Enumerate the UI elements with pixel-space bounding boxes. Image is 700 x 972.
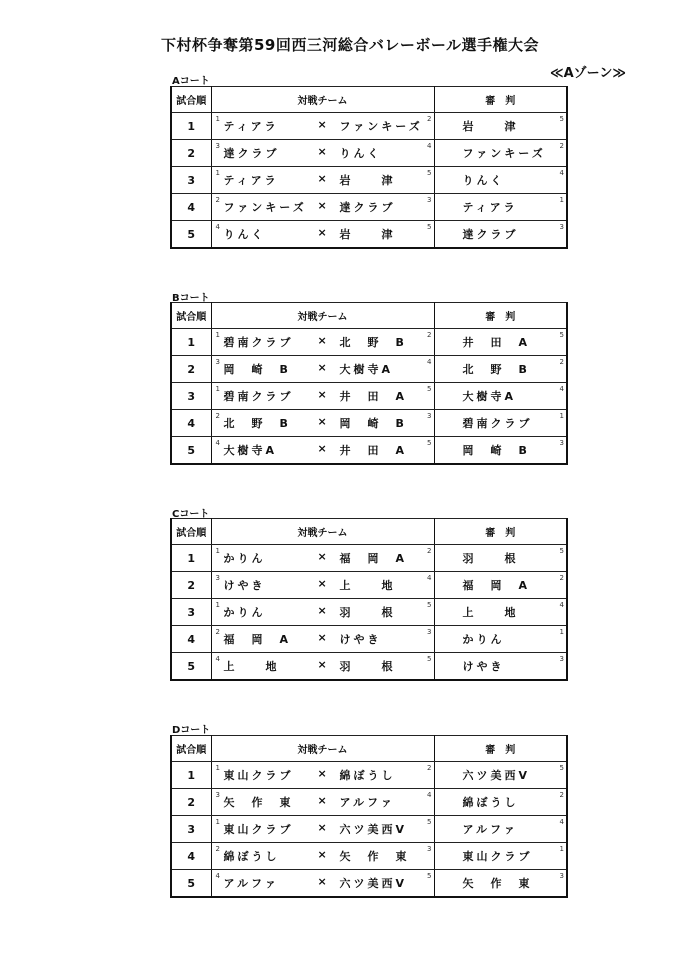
- referee-name: 岡 崎 B: [462, 444, 530, 457]
- team1-name: 矢 作 東: [223, 796, 294, 809]
- referee-seed: 4: [559, 385, 564, 393]
- team1-seed: 2: [215, 628, 220, 636]
- matchup-cell: [211, 870, 434, 898]
- match-order: 1: [171, 762, 211, 789]
- table-row: [171, 383, 567, 410]
- match-order: 4: [171, 194, 211, 221]
- court-schedule-table: [170, 735, 568, 898]
- court-label: Cコート: [172, 509, 210, 520]
- matchup-cell: [211, 653, 434, 681]
- referee-seed: 3: [559, 223, 564, 231]
- team2-name: 井 田 A: [339, 444, 408, 457]
- referee-cell: [434, 572, 567, 599]
- team2-seed: 5: [427, 169, 432, 177]
- referee-cell: [434, 221, 567, 249]
- team1-name: ファンキーズ: [223, 201, 307, 214]
- referee-seed: 2: [559, 358, 564, 366]
- referee-seed: 5: [559, 547, 564, 555]
- team1-seed: 2: [215, 412, 220, 420]
- court-label: Dコート: [172, 725, 211, 736]
- matchup-cell: [211, 194, 434, 221]
- referee-name: ファンキーズ: [462, 147, 546, 160]
- versus-mark: ×: [317, 145, 327, 158]
- header-teams: 対戦チーム: [211, 303, 434, 329]
- versus-mark: ×: [317, 848, 327, 861]
- team2-name: 矢 作 東: [339, 850, 410, 863]
- matchup-cell: [211, 329, 434, 356]
- versus-mark: ×: [317, 415, 327, 428]
- team1-seed: 1: [215, 764, 220, 772]
- team1-name: ティアラ: [223, 120, 279, 133]
- team2-seed: 5: [427, 223, 432, 231]
- referee-cell: [434, 599, 567, 626]
- team2-name: 岡 崎 B: [339, 417, 407, 430]
- table-row: [171, 356, 567, 383]
- match-order: 2: [171, 572, 211, 599]
- table-row: [171, 140, 567, 167]
- matchup-cell: [211, 816, 434, 843]
- table-row: [171, 194, 567, 221]
- match-order: 5: [171, 221, 211, 249]
- header-ref: 審 判: [434, 87, 567, 113]
- referee-cell: [434, 653, 567, 681]
- match-order: 2: [171, 356, 211, 383]
- match-order: 3: [171, 167, 211, 194]
- team1-seed: 3: [215, 791, 220, 799]
- referee-name: かりん: [462, 633, 505, 646]
- versus-mark: ×: [317, 226, 327, 239]
- team2-name: 羽 根: [339, 606, 396, 619]
- referee-name: 岩 津: [462, 120, 519, 133]
- team2-seed: 2: [427, 115, 432, 123]
- matchup-cell: [211, 410, 434, 437]
- team2-seed: 4: [427, 791, 432, 799]
- team1-seed: 4: [215, 655, 220, 663]
- referee-cell: [434, 843, 567, 870]
- court-label: Bコート: [172, 293, 210, 304]
- team1-name: 岡 崎 B: [223, 363, 291, 376]
- court-schedule-table: [170, 518, 568, 681]
- match-order: 1: [171, 113, 211, 140]
- matchup-cell: [211, 437, 434, 465]
- match-order: 1: [171, 545, 211, 572]
- referee-seed: 1: [559, 196, 564, 204]
- team1-name: アルファ: [223, 877, 279, 890]
- team1-seed: 3: [215, 574, 220, 582]
- team1-seed: 2: [215, 196, 220, 204]
- table-row: [171, 113, 567, 140]
- match-order: 5: [171, 437, 211, 465]
- team1-name: かりん: [223, 552, 266, 565]
- team2-seed: 4: [427, 358, 432, 366]
- matchup-cell: [211, 626, 434, 653]
- team1-name: 碧南クラブ: [223, 336, 294, 349]
- referee-name: 碧南クラブ: [462, 417, 533, 430]
- versus-mark: ×: [317, 658, 327, 671]
- team1-seed: 1: [215, 547, 220, 555]
- match-order: 4: [171, 843, 211, 870]
- team2-seed: 3: [427, 628, 432, 636]
- team2-seed: 5: [427, 601, 432, 609]
- referee-seed: 1: [559, 845, 564, 853]
- header-ref: 審 判: [434, 303, 567, 329]
- team2-seed: 5: [427, 439, 432, 447]
- matchup-cell: [211, 356, 434, 383]
- referee-name: りんく: [462, 174, 505, 187]
- header-teams: 対戦チーム: [211, 87, 434, 113]
- team2-name: 達クラブ: [339, 201, 396, 214]
- referee-name: 井 田 A: [462, 336, 531, 349]
- matchup-cell: [211, 599, 434, 626]
- court-schedule-table: [170, 86, 568, 249]
- referee-cell: [434, 410, 567, 437]
- matchup-cell: [211, 221, 434, 249]
- match-order: 3: [171, 599, 211, 626]
- referee-name: 福 岡 A: [462, 579, 531, 592]
- match-order: 2: [171, 789, 211, 816]
- referee-seed: 4: [559, 818, 564, 826]
- referee-name: 六ツ美西V: [462, 769, 531, 782]
- matchup-cell: [211, 167, 434, 194]
- team2-name: 羽 根: [339, 660, 396, 673]
- table-header-row: [171, 303, 567, 329]
- referee-seed: 3: [559, 439, 564, 447]
- team1-name: 達クラブ: [223, 147, 280, 160]
- team2-name: 岩 津: [339, 174, 396, 187]
- versus-mark: ×: [317, 550, 327, 563]
- team1-name: 綿ぼうし: [223, 850, 280, 863]
- team1-seed: 1: [215, 601, 220, 609]
- team2-name: 福 岡 A: [339, 552, 408, 565]
- team1-name: ティアラ: [223, 174, 279, 187]
- table-row: [171, 167, 567, 194]
- match-order: 3: [171, 383, 211, 410]
- matchup-cell: [211, 762, 434, 789]
- header-teams: 対戦チーム: [211, 736, 434, 762]
- zone-label: ≪Aゾーン≫: [550, 66, 627, 81]
- referee-cell: [434, 762, 567, 789]
- matchup-cell: [211, 843, 434, 870]
- table-header-row: [171, 736, 567, 762]
- match-order: 3: [171, 816, 211, 843]
- referee-name: けやき: [462, 660, 505, 673]
- team1-seed: 1: [215, 115, 220, 123]
- referee-seed: 2: [559, 574, 564, 582]
- team1-seed: 4: [215, 872, 220, 880]
- team2-name: 岩 津: [339, 228, 396, 241]
- versus-mark: ×: [317, 577, 327, 590]
- team2-seed: 3: [427, 845, 432, 853]
- team2-name: アルファ: [339, 796, 395, 809]
- team1-name: 大樹寺A: [223, 444, 278, 457]
- referee-name: アルファ: [462, 823, 518, 836]
- table-row: [171, 626, 567, 653]
- team2-seed: 5: [427, 655, 432, 663]
- versus-mark: ×: [317, 388, 327, 401]
- referee-seed: 2: [559, 142, 564, 150]
- referee-name: 綿ぼうし: [462, 796, 519, 809]
- team2-seed: 4: [427, 142, 432, 150]
- matchup-cell: [211, 545, 434, 572]
- referee-cell: [434, 545, 567, 572]
- team2-seed: 2: [427, 547, 432, 555]
- table-row: [171, 410, 567, 437]
- team2-name: 綿ぼうし: [339, 769, 396, 782]
- versus-mark: ×: [317, 118, 327, 131]
- team1-name: かりん: [223, 606, 266, 619]
- team2-name: ファンキーズ: [339, 120, 423, 133]
- versus-mark: ×: [317, 361, 327, 374]
- referee-name: ティアラ: [462, 201, 518, 214]
- header-teams: 対戦チーム: [211, 519, 434, 545]
- court-label: Aコート: [172, 76, 210, 87]
- referee-cell: [434, 437, 567, 465]
- referee-cell: [434, 383, 567, 410]
- referee-seed: 3: [559, 872, 564, 880]
- team2-seed: 5: [427, 385, 432, 393]
- referee-name: 羽 根: [462, 552, 519, 565]
- referee-cell: [434, 356, 567, 383]
- team2-seed: 3: [427, 412, 432, 420]
- versus-mark: ×: [317, 604, 327, 617]
- team2-seed: 3: [427, 196, 432, 204]
- matchup-cell: [211, 113, 434, 140]
- versus-mark: ×: [317, 199, 327, 212]
- referee-name: 達クラブ: [462, 228, 519, 241]
- team1-name: 東山クラブ: [223, 769, 294, 782]
- versus-mark: ×: [317, 821, 327, 834]
- referee-cell: [434, 167, 567, 194]
- header-no: 試合順: [171, 87, 211, 113]
- referee-seed: 4: [559, 601, 564, 609]
- team1-name: 福 岡 A: [223, 633, 292, 646]
- versus-mark: ×: [317, 767, 327, 780]
- table-row: [171, 653, 567, 681]
- referee-cell: [434, 194, 567, 221]
- team2-name: 井 田 A: [339, 390, 408, 403]
- table-row: [171, 221, 567, 249]
- team2-seed: 4: [427, 574, 432, 582]
- table-row: [171, 843, 567, 870]
- table-header-row: [171, 87, 567, 113]
- referee-cell: [434, 140, 567, 167]
- match-order: 5: [171, 870, 211, 898]
- referee-name: 上 地: [462, 606, 519, 619]
- table-row: [171, 816, 567, 843]
- header-no: 試合順: [171, 519, 211, 545]
- team2-name: けやき: [339, 633, 382, 646]
- team2-name: 上 地: [339, 579, 396, 592]
- matchup-cell: [211, 140, 434, 167]
- team1-name: 上 地: [223, 660, 280, 673]
- referee-seed: 1: [559, 628, 564, 636]
- versus-mark: ×: [317, 794, 327, 807]
- team1-seed: 1: [215, 818, 220, 826]
- match-order: 5: [171, 653, 211, 681]
- team2-seed: 5: [427, 818, 432, 826]
- court-schedule-table: [170, 302, 568, 465]
- team2-seed: 2: [427, 331, 432, 339]
- header-ref: 審 判: [434, 736, 567, 762]
- team1-seed: 3: [215, 358, 220, 366]
- team2-name: 大樹寺A: [339, 363, 394, 376]
- header-ref: 審 判: [434, 519, 567, 545]
- team1-seed: 2: [215, 845, 220, 853]
- team1-seed: 1: [215, 169, 220, 177]
- referee-name: 矢 作 東: [462, 877, 533, 890]
- team1-name: 東山クラブ: [223, 823, 294, 836]
- team1-seed: 1: [215, 385, 220, 393]
- table-row: [171, 789, 567, 816]
- matchup-cell: [211, 383, 434, 410]
- referee-cell: [434, 626, 567, 653]
- header-no: 試合順: [171, 303, 211, 329]
- team1-name: けやき: [223, 579, 266, 592]
- matchup-cell: [211, 572, 434, 599]
- table-row: [171, 545, 567, 572]
- team1-seed: 4: [215, 439, 220, 447]
- match-order: 2: [171, 140, 211, 167]
- team2-name: 北 野 B: [339, 336, 407, 349]
- referee-seed: 2: [559, 791, 564, 799]
- referee-seed: 3: [559, 655, 564, 663]
- versus-mark: ×: [317, 631, 327, 644]
- match-order: 4: [171, 410, 211, 437]
- referee-cell: [434, 113, 567, 140]
- referee-name: 東山クラブ: [462, 850, 533, 863]
- referee-seed: 5: [559, 764, 564, 772]
- team2-name: りんく: [339, 147, 382, 160]
- referee-seed: 1: [559, 412, 564, 420]
- referee-cell: [434, 816, 567, 843]
- referee-cell: [434, 789, 567, 816]
- table-row: [171, 762, 567, 789]
- team1-seed: 3: [215, 142, 220, 150]
- matchup-cell: [211, 789, 434, 816]
- team1-seed: 4: [215, 223, 220, 231]
- team1-name: 北 野 B: [223, 417, 291, 430]
- table-row: [171, 572, 567, 599]
- page-title: 下村杯争奪第59回西三河総合バレーボール選手権大会: [160, 36, 540, 54]
- team2-seed: 2: [427, 764, 432, 772]
- team1-name: 碧南クラブ: [223, 390, 294, 403]
- table-row: [171, 329, 567, 356]
- team2-name: 六ツ美西V: [339, 823, 408, 836]
- referee-name: 大樹寺A: [462, 390, 517, 403]
- team1-seed: 1: [215, 331, 220, 339]
- header-no: 試合順: [171, 736, 211, 762]
- versus-mark: ×: [317, 875, 327, 888]
- table-row: [171, 870, 567, 898]
- table-row: [171, 599, 567, 626]
- versus-mark: ×: [317, 334, 327, 347]
- table-row: [171, 437, 567, 465]
- team2-seed: 5: [427, 872, 432, 880]
- referee-name: 北 野 B: [462, 363, 530, 376]
- table-header-row: [171, 519, 567, 545]
- team1-name: りんく: [223, 228, 266, 241]
- versus-mark: ×: [317, 442, 327, 455]
- team2-name: 六ツ美西V: [339, 877, 408, 890]
- referee-seed: 5: [559, 331, 564, 339]
- match-order: 4: [171, 626, 211, 653]
- referee-cell: [434, 329, 567, 356]
- referee-seed: 5: [559, 115, 564, 123]
- referee-cell: [434, 870, 567, 898]
- versus-mark: ×: [317, 172, 327, 185]
- referee-seed: 4: [559, 169, 564, 177]
- match-order: 1: [171, 329, 211, 356]
